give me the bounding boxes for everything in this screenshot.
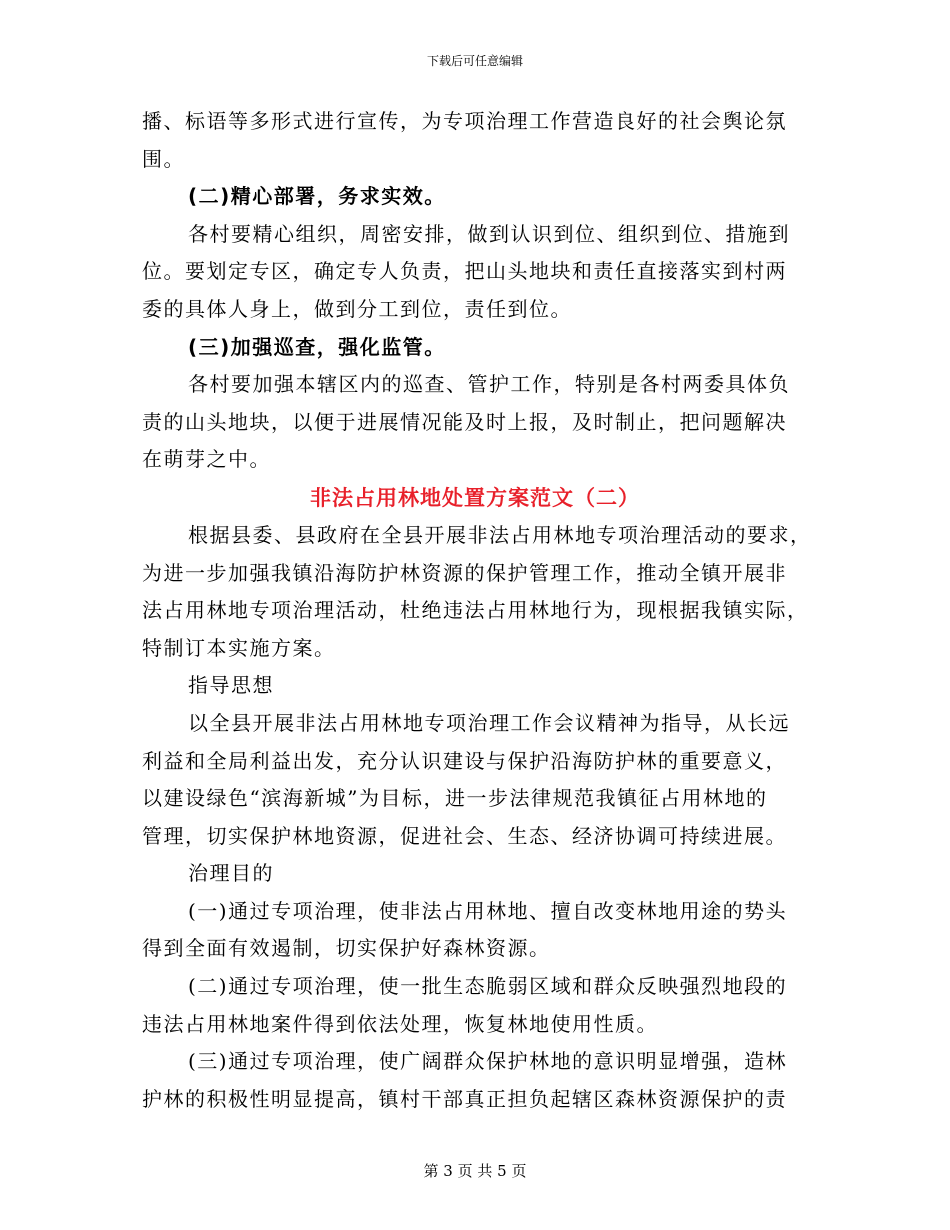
body-line: 委的具体人身上，做到分工到位，责任到位。 [142, 296, 572, 321]
page-header: 下载后可任意编辑 [426, 54, 523, 68]
subheading-line: (三)加强巡查，强化监管。 [188, 334, 446, 359]
body-line: (三)通过专项治理，使广阔群众保护林地的意识明显增强，造林 [188, 1049, 788, 1074]
body-line: 各村要加强本辖区内的巡查、管护工作，特别是各村两委具体负 [188, 372, 790, 397]
body-line: 以建设绿色“滨海新城”为目标，进一步法律规范我镇征占用林地的 [142, 786, 768, 811]
body-line: 责的山头地块，以便于进展情况能及时上报，及时制止，把问题解决 [142, 409, 787, 434]
body-line: 播、标语等多形式进行宣传，为专项治理工作营造良好的社会舆论氛 [142, 109, 787, 133]
body-line: 以全县开展非法占用林地专项治理工作会议精神为指导，从长远 [188, 710, 790, 735]
body-line: 围。 [142, 146, 185, 171]
body-line: 违法占用林地案件得到依法处理，恢复林地使用性质。 [142, 1011, 658, 1036]
body-line: (二)通过专项治理，使一批生态脆弱区域和群众反映强烈地段的 [188, 974, 788, 999]
body-line: 利益和全局利益出发，充分认识建设与保护沿海防护林的重要意义， [142, 748, 787, 773]
body-line: 根据县委、县政府在全县开展非法占用林地专项治理活动的要求， [188, 522, 812, 547]
page-footer: 第 3 页 共 5 页 [423, 1162, 527, 1180]
body-line: 为进一步加强我镇沿海防护林资源的保护管理工作，推动全镇开展非 [142, 560, 787, 585]
body-line: 得到全面有效遏制，切实保护好森林资源。 [142, 936, 551, 961]
body-line: 治理目的 [188, 861, 274, 886]
body-line: (一)通过专项治理，使非法占用林地、擅自改变林地用途的势头 [188, 898, 788, 923]
section-title: 非法占用林地处置方案范文（二） [310, 485, 640, 510]
body-line: 管理，切实保护林地资源，促进社会、生态、经济协调可持续进展。 [142, 823, 787, 848]
body-line: 法占用林地专项治理活动，杜绝违法占用林地行为，现根据我镇实际， [142, 598, 809, 623]
document-body [142, 103, 812, 1118]
body-line: 特制订本实施方案。 [142, 635, 336, 660]
body-line: 指导思想 [188, 673, 274, 698]
body-line: 在萌芽之中。 [142, 447, 271, 472]
body-line: 位。要划定专区，确定专人负责，把山头地块和责任直接落实到村两 [142, 259, 787, 284]
body-line: 各村要精心组织，周密安排，做到认识到位、组织到位、措施到 [188, 221, 790, 246]
body-line: 护林的积极性明显提高，镇村干部真正担负起辖区森林资源保护的责 [142, 1086, 787, 1111]
subheading-line: (二)精心部署，务求实效。 [188, 184, 446, 209]
